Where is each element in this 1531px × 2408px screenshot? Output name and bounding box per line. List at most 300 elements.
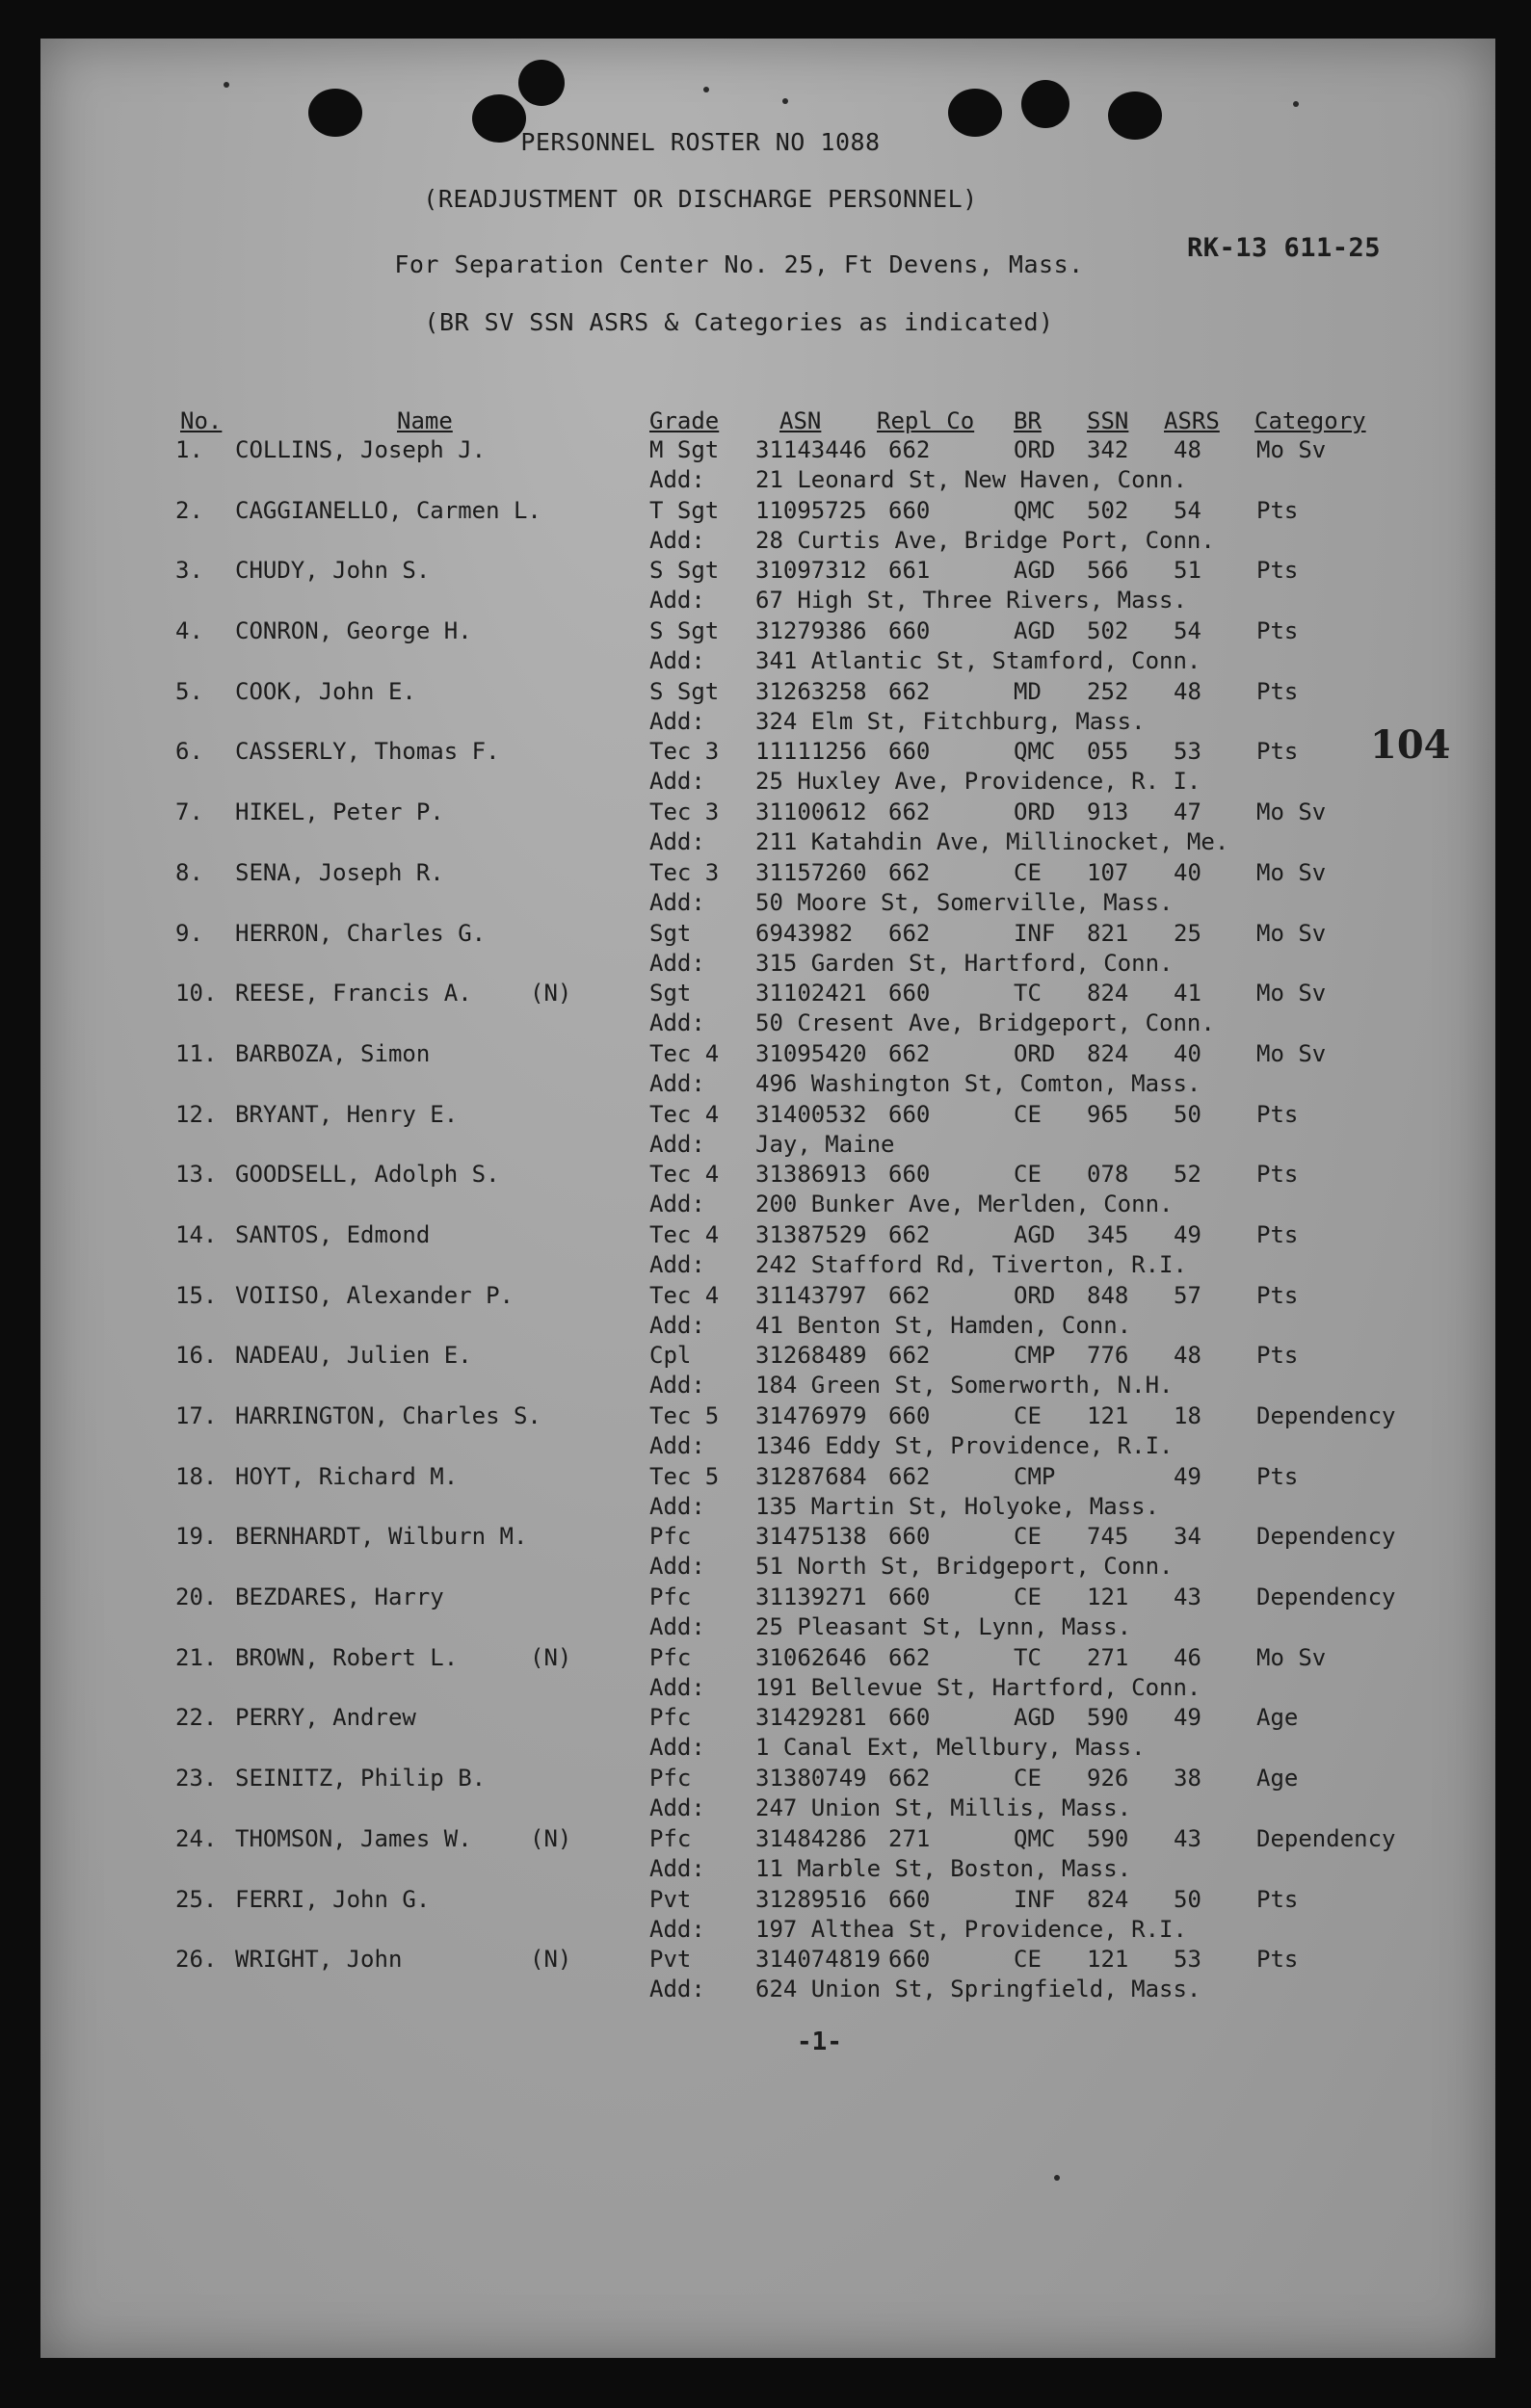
- entry-asn: 11095725: [755, 496, 867, 524]
- entry-repl-co: 662: [888, 858, 931, 886]
- entry-ssn: 107: [1087, 858, 1129, 886]
- entry-asn: 31139271: [755, 1584, 867, 1611]
- entry-repl-co: 662: [888, 1765, 931, 1793]
- entry-repl-co: 660: [888, 496, 931, 524]
- entry-ssn: 078: [1087, 1161, 1129, 1189]
- entry-address: 315 Garden St, Hartford, Conn.: [755, 949, 1174, 977]
- entry-ssn: 913: [1087, 798, 1129, 826]
- entry-grade: Tec 3: [649, 798, 720, 826]
- entry-branch: AGD: [1014, 1704, 1056, 1732]
- roster-entry: [40, 738, 1495, 798]
- entry-branch: CE: [1014, 1584, 1042, 1611]
- entry-ssn: 342: [1087, 436, 1129, 463]
- entry-grade: Tec 3: [649, 858, 720, 886]
- punch-hole: [518, 60, 565, 106]
- entry-category: Pts: [1256, 1462, 1299, 1490]
- entry-branch: ORD: [1014, 1281, 1056, 1309]
- entry-asrs: 38: [1174, 1765, 1201, 1793]
- entry-category: Mo Sv: [1256, 919, 1327, 947]
- entry-asrs: 34: [1174, 1523, 1201, 1551]
- entry-address: 135 Martin St, Holyoke, Mass.: [755, 1492, 1160, 1520]
- entry-category: Age: [1256, 1765, 1299, 1793]
- entry-number: 18.: [175, 1462, 218, 1490]
- entry-number: 6.: [175, 738, 203, 766]
- entry-grade: Pfc: [649, 1704, 692, 1732]
- entry-ssn: 502: [1087, 617, 1129, 645]
- column-header-asrs: ASRS: [1164, 407, 1220, 434]
- entry-address: Jay, Maine: [755, 1130, 895, 1158]
- entry-name: SEINITZ, Philip B.: [235, 1765, 487, 1793]
- entry-asrs: 51: [1174, 557, 1201, 585]
- entry-flag: (N): [530, 1643, 572, 1671]
- entry-number: 2.: [175, 496, 203, 524]
- entry-repl-co: 662: [888, 1220, 931, 1248]
- entry-grade: Tec 4: [649, 1039, 720, 1067]
- entry-address: 191 Bellevue St, Hartford, Conn.: [755, 1673, 1201, 1701]
- entry-grade: Pfc: [649, 1765, 692, 1793]
- entry-number: 20.: [175, 1584, 218, 1611]
- entry-repl-co: 662: [888, 1281, 931, 1309]
- roster-entry: [40, 678, 1495, 739]
- entry-branch: CMP: [1014, 1342, 1056, 1370]
- entry-number: 4.: [175, 617, 203, 645]
- entry-address-label: Add:: [649, 1372, 705, 1400]
- entry-branch: INF: [1014, 1885, 1056, 1913]
- entry-address-label: Add:: [649, 1854, 705, 1882]
- entry-number: 21.: [175, 1643, 218, 1671]
- entry-ssn: 502: [1087, 496, 1129, 524]
- entry-ssn: 926: [1087, 1765, 1129, 1793]
- entry-grade: Sgt: [649, 919, 692, 947]
- entry-name: COOK, John E.: [235, 677, 416, 705]
- entry-branch: CE: [1014, 858, 1042, 886]
- entry-ssn: 252: [1087, 677, 1129, 705]
- entry-number: 10.: [175, 980, 218, 1008]
- column-header-grade: Grade: [649, 407, 720, 434]
- entry-ssn: 121: [1087, 1402, 1129, 1429]
- entry-category: Pts: [1256, 496, 1299, 524]
- column-header-br: BR: [1014, 407, 1042, 434]
- entry-number: 3.: [175, 557, 203, 585]
- roster-entry: [40, 1523, 1495, 1584]
- entry-name: HARRINGTON, Charles S.: [235, 1402, 541, 1429]
- entry-address-label: Add:: [649, 1553, 705, 1581]
- entry-address: 496 Washington St, Comton, Mass.: [755, 1069, 1201, 1097]
- column-header-no: No.: [180, 407, 223, 434]
- entry-branch: TC: [1014, 980, 1042, 1008]
- entry-ssn: 824: [1087, 1039, 1129, 1067]
- entry-asrs: 57: [1174, 1281, 1201, 1309]
- entry-category: Mo Sv: [1256, 436, 1327, 463]
- entry-address-label: Add:: [649, 1130, 705, 1158]
- entry-repl-co: 662: [888, 677, 931, 705]
- entry-number: 17.: [175, 1402, 218, 1429]
- entry-asn: 31102421: [755, 980, 867, 1008]
- entry-grade: Tec 4: [649, 1161, 720, 1189]
- entry-asrs: 47: [1174, 798, 1201, 826]
- entry-address: 197 Althea St, Providence, R.I.: [755, 1915, 1187, 1943]
- entry-repl-co: 660: [888, 1584, 931, 1611]
- entry-grade: Tec 4: [649, 1220, 720, 1248]
- entry-address: 25 Huxley Ave, Providence, R. I.: [755, 768, 1201, 796]
- entry-grade: Pfc: [649, 1523, 692, 1551]
- entry-branch: ORD: [1014, 1039, 1056, 1067]
- punch-hole: [1021, 80, 1069, 128]
- entry-number: 7.: [175, 798, 203, 826]
- entry-repl-co: 662: [888, 436, 931, 463]
- entry-number: 8.: [175, 858, 203, 886]
- entry-repl-co: 660: [888, 1946, 931, 1974]
- entry-number: 22.: [175, 1704, 218, 1732]
- column-header-ssn: SSN: [1087, 407, 1129, 434]
- roster-entry: [40, 1282, 1495, 1343]
- entry-ssn: 776: [1087, 1342, 1129, 1370]
- entry-ssn: 055: [1087, 738, 1129, 766]
- entry-name: THOMSON, James W.: [235, 1824, 472, 1852]
- entry-address-label: Add:: [649, 1613, 705, 1641]
- entry-ssn: 590: [1087, 1824, 1129, 1852]
- entry-ssn: 345: [1087, 1220, 1129, 1248]
- entry-grade: Pfc: [649, 1643, 692, 1671]
- speck: [703, 87, 709, 92]
- entry-branch: CE: [1014, 1523, 1042, 1551]
- entry-grade: M Sgt: [649, 436, 720, 463]
- speck: [1293, 101, 1299, 107]
- entry-grade: Tec 5: [649, 1462, 720, 1490]
- entry-grade: Tec 3: [649, 738, 720, 766]
- entry-name: CHUDY, John S.: [235, 557, 431, 585]
- entry-ssn: 745: [1087, 1523, 1129, 1551]
- entry-asrs: 49: [1174, 1462, 1201, 1490]
- column-header-repl-co: Repl Co: [877, 407, 975, 434]
- entry-address: 341 Atlantic St, Stamford, Conn.: [755, 647, 1201, 675]
- roster-entry: [40, 436, 1495, 497]
- entry-number: 24.: [175, 1824, 218, 1852]
- entry-grade: Cpl: [649, 1342, 692, 1370]
- entry-ssn: 824: [1087, 980, 1129, 1008]
- entry-asn: 31157260: [755, 858, 867, 886]
- entry-name: SENA, Joseph R.: [235, 858, 444, 886]
- entry-grade: Tec 4: [649, 1100, 720, 1128]
- entry-repl-co: 662: [888, 1643, 931, 1671]
- roster-entry: [40, 980, 1495, 1040]
- entry-address-label: Add:: [649, 1976, 705, 2003]
- entry-grade: Sgt: [649, 980, 692, 1008]
- entry-repl-co: 660: [888, 1885, 931, 1913]
- entry-asn: 31476979: [755, 1402, 867, 1429]
- entry-name: COLLINS, Joseph J.: [235, 436, 487, 463]
- entry-name: GOODSELL, Adolph S.: [235, 1161, 500, 1189]
- roster-list: [40, 436, 1495, 2006]
- roster-title: PERSONNEL ROSTER NO 1088: [520, 128, 881, 156]
- entry-ssn: 566: [1087, 557, 1129, 585]
- entry-category: Dependency: [1256, 1402, 1396, 1429]
- entry-repl-co: 662: [888, 798, 931, 826]
- entry-address-label: Add:: [649, 1009, 705, 1037]
- speck: [782, 98, 788, 104]
- entry-category: Pts: [1256, 1946, 1299, 1974]
- entry-address-label: Add:: [649, 647, 705, 675]
- entry-category: Pts: [1256, 1161, 1299, 1189]
- entry-address: 50 Moore St, Somerville, Mass.: [755, 888, 1174, 916]
- entry-ssn: 271: [1087, 1643, 1129, 1671]
- entry-grade: Pfc: [649, 1824, 692, 1852]
- entry-address-label: Add:: [649, 1734, 705, 1762]
- entry-category: Dependency: [1256, 1584, 1396, 1611]
- entry-repl-co: 660: [888, 738, 931, 766]
- entry-grade: Tec 4: [649, 1281, 720, 1309]
- entry-number: 15.: [175, 1281, 218, 1309]
- entry-branch: INF: [1014, 919, 1056, 947]
- entry-ssn: 848: [1087, 1281, 1129, 1309]
- entry-repl-co: 660: [888, 980, 931, 1008]
- entry-number: 13.: [175, 1161, 218, 1189]
- entry-branch: ORD: [1014, 436, 1056, 463]
- roster-entry: [40, 1886, 1495, 1947]
- entry-branch: ORD: [1014, 798, 1056, 826]
- entry-address-label: Add:: [649, 949, 705, 977]
- entry-asn: 31279386: [755, 617, 867, 645]
- page-number: -1-: [797, 2028, 842, 2056]
- roster-entry: [40, 1040, 1495, 1101]
- entry-name: CAGGIANELLO, Carmen L.: [235, 496, 541, 524]
- entry-repl-co: 660: [888, 1402, 931, 1429]
- entry-number: 14.: [175, 1220, 218, 1248]
- roster-entry: [40, 1644, 1495, 1705]
- entry-address: 51 North St, Bridgeport, Conn.: [755, 1553, 1174, 1581]
- roster-entry: [40, 1402, 1495, 1463]
- entry-address-label: Add:: [649, 828, 705, 856]
- column-header-name: Name: [397, 407, 453, 434]
- entry-flag: (N): [530, 1824, 572, 1852]
- entry-ssn: 121: [1087, 1946, 1129, 1974]
- entry-name: HERRON, Charles G.: [235, 919, 487, 947]
- entry-name: NADEAU, Julien E.: [235, 1342, 472, 1370]
- roster-entry: [40, 1584, 1495, 1644]
- entry-number: 16.: [175, 1342, 218, 1370]
- entry-number: 12.: [175, 1100, 218, 1128]
- entry-address: 624 Union St, Springfield, Mass.: [755, 1976, 1201, 2003]
- entry-repl-co: 662: [888, 1462, 931, 1490]
- entry-category: Pts: [1256, 1281, 1299, 1309]
- roster-entry: [40, 1221, 1495, 1282]
- roster-entry: [40, 1342, 1495, 1402]
- entry-branch: TC: [1014, 1643, 1042, 1671]
- entry-category: Mo Sv: [1256, 1643, 1327, 1671]
- entry-asn: 31095420: [755, 1039, 867, 1067]
- entry-branch: CMP: [1014, 1462, 1056, 1490]
- entry-repl-co: 271: [888, 1824, 931, 1852]
- entry-category: Pts: [1256, 617, 1299, 645]
- entry-number: 26.: [175, 1946, 218, 1974]
- roster-entry: [40, 859, 1495, 920]
- entry-asrs: 49: [1174, 1704, 1201, 1732]
- entry-name: FERRI, John G.: [235, 1885, 431, 1913]
- entry-asn: 314074819: [755, 1946, 882, 1974]
- entry-asn: 31380749: [755, 1765, 867, 1793]
- entry-name: CONRON, George H.: [235, 617, 472, 645]
- entry-repl-co: 660: [888, 1161, 931, 1189]
- entry-asn: 31429281: [755, 1704, 867, 1732]
- entry-asrs: 52: [1174, 1161, 1201, 1189]
- entry-address-label: Add:: [649, 1492, 705, 1520]
- entry-asrs: 40: [1174, 858, 1201, 886]
- roster-entry: [40, 1101, 1495, 1162]
- entry-asn: 31386913: [755, 1161, 867, 1189]
- entry-asrs: 48: [1174, 436, 1201, 463]
- roster-entry: [40, 1825, 1495, 1886]
- entry-category: Pts: [1256, 557, 1299, 585]
- entry-asrs: 40: [1174, 1039, 1201, 1067]
- entry-name: REESE, Francis A.: [235, 980, 472, 1008]
- roster-code: RK-13 611-25: [1187, 233, 1382, 263]
- entry-asn: 31400532: [755, 1100, 867, 1128]
- entry-name: BARBOZA, Simon: [235, 1039, 431, 1067]
- entry-branch: CE: [1014, 1161, 1042, 1189]
- entry-asn: 31100612: [755, 798, 867, 826]
- entry-asn: 31268489: [755, 1342, 867, 1370]
- entry-name: SANTOS, Edmond: [235, 1220, 431, 1248]
- entry-number: 5.: [175, 677, 203, 705]
- roster-entry: [40, 1161, 1495, 1221]
- entry-address: 21 Leonard St, New Haven, Conn.: [755, 466, 1187, 493]
- entry-repl-co: 662: [888, 919, 931, 947]
- entry-category: Dependency: [1256, 1523, 1396, 1551]
- entry-name: VOIISO, Alexander P.: [235, 1281, 514, 1309]
- entry-category: Dependency: [1256, 1824, 1396, 1852]
- entry-ssn: 590: [1087, 1704, 1129, 1732]
- entry-address: 184 Green St, Somerworth, N.H.: [755, 1372, 1174, 1400]
- entry-address-label: Add:: [649, 1069, 705, 1097]
- entry-category: Pts: [1256, 1342, 1299, 1370]
- entry-category: Mo Sv: [1256, 798, 1327, 826]
- entry-asn: 31484286: [755, 1824, 867, 1852]
- entry-asrs: 43: [1174, 1584, 1201, 1611]
- entry-branch: MD: [1014, 677, 1042, 705]
- entry-name: BERNHARDT, Wilburn M.: [235, 1523, 528, 1551]
- entry-flag: (N): [530, 1946, 572, 1974]
- entry-category: Pts: [1256, 738, 1299, 766]
- entry-repl-co: 660: [888, 617, 931, 645]
- entry-number: 23.: [175, 1765, 218, 1793]
- entry-repl-co: 660: [888, 1523, 931, 1551]
- entry-number: 1.: [175, 436, 203, 463]
- entry-flag: (N): [530, 980, 572, 1008]
- entry-asrs: 41: [1174, 980, 1201, 1008]
- entry-grade: Tec 5: [649, 1402, 720, 1429]
- roster-entry: [40, 1765, 1495, 1825]
- entry-grade: Pvt: [649, 1946, 692, 1974]
- entry-asn: 31287684: [755, 1462, 867, 1490]
- entry-address-label: Add:: [649, 526, 705, 554]
- entry-address-label: Add:: [649, 707, 705, 735]
- roster-entry: [40, 1946, 1495, 2006]
- entry-ssn: 965: [1087, 1100, 1129, 1128]
- entry-branch: CE: [1014, 1946, 1042, 1974]
- entry-asrs: 18: [1174, 1402, 1201, 1429]
- entry-asn: 31289516: [755, 1885, 867, 1913]
- column-header-asn: ASN: [779, 407, 822, 434]
- entry-category: Mo Sv: [1256, 980, 1327, 1008]
- entry-address-label: Add:: [649, 1311, 705, 1339]
- entry-address: 67 High St, Three Rivers, Mass.: [755, 587, 1187, 615]
- entry-address: 50 Cresent Ave, Bridgeport, Conn.: [755, 1009, 1215, 1037]
- entry-repl-co: 661: [888, 557, 931, 585]
- entry-branch: AGD: [1014, 557, 1056, 585]
- roster-entry: [40, 557, 1495, 617]
- entry-asrs: 50: [1174, 1885, 1201, 1913]
- entry-address-label: Add:: [649, 1794, 705, 1822]
- entry-name: HIKEL, Peter P.: [235, 798, 444, 826]
- entry-asrs: 54: [1174, 496, 1201, 524]
- entry-address-label: Add:: [649, 1432, 705, 1459]
- entry-address-label: Add:: [649, 1673, 705, 1701]
- entry-asrs: 48: [1174, 677, 1201, 705]
- entry-category: Pts: [1256, 677, 1299, 705]
- entry-branch: AGD: [1014, 1220, 1056, 1248]
- entry-name: BEZDARES, Harry: [235, 1584, 444, 1611]
- entry-category: Mo Sv: [1256, 1039, 1327, 1067]
- entry-branch: AGD: [1014, 617, 1056, 645]
- entry-asrs: 53: [1174, 1946, 1201, 1974]
- entry-asrs: 43: [1174, 1824, 1201, 1852]
- entry-number: 19.: [175, 1523, 218, 1551]
- roster-page: [40, 39, 1495, 2358]
- entry-name: HOYT, Richard M.: [235, 1462, 459, 1490]
- entry-asrs: 46: [1174, 1643, 1201, 1671]
- separation-center: For Separation Center No. 25, Ft Devens, Mass.: [394, 250, 1084, 278]
- entry-grade: T Sgt: [649, 496, 720, 524]
- entry-number: 9.: [175, 919, 203, 947]
- entry-category: Mo Sv: [1256, 858, 1327, 886]
- speck: [1054, 2175, 1060, 2181]
- entry-address: 41 Benton St, Hamden, Conn.: [755, 1311, 1132, 1339]
- entry-ssn: 824: [1087, 1885, 1129, 1913]
- entry-asrs: 50: [1174, 1100, 1201, 1128]
- entry-address-label: Add:: [649, 587, 705, 615]
- entry-asn: 31097312: [755, 557, 867, 585]
- entry-asn: 31387529: [755, 1220, 867, 1248]
- entry-asn: 6943982: [755, 919, 854, 947]
- roster-entry: [40, 497, 1495, 558]
- roster-subtitle: (READJUSTMENT OR DISCHARGE PERSONNEL): [423, 185, 978, 213]
- entry-repl-co: 662: [888, 1342, 931, 1370]
- entry-address-label: Add:: [649, 888, 705, 916]
- entry-repl-co: 662: [888, 1039, 931, 1067]
- entry-asn: 11111256: [755, 738, 867, 766]
- entry-asrs: 25: [1174, 919, 1201, 947]
- entry-grade: Pfc: [649, 1584, 692, 1611]
- entry-address-label: Add:: [649, 768, 705, 796]
- entry-asn: 31475138: [755, 1523, 867, 1551]
- entry-category: Pts: [1256, 1100, 1299, 1128]
- entry-name: BROWN, Robert L.: [235, 1643, 459, 1671]
- entry-number: 11.: [175, 1039, 218, 1067]
- entry-category: Pts: [1256, 1885, 1299, 1913]
- roster-entry: [40, 798, 1495, 859]
- entry-grade: S Sgt: [649, 557, 720, 585]
- entry-asn: 31143797: [755, 1281, 867, 1309]
- entry-category: Pts: [1256, 1220, 1299, 1248]
- entry-name: PERRY, Andrew: [235, 1704, 416, 1732]
- entry-ssn: 121: [1087, 1584, 1129, 1611]
- entry-branch: CE: [1014, 1765, 1042, 1793]
- entry-name: BRYANT, Henry E.: [235, 1100, 459, 1128]
- roster-entry: [40, 617, 1495, 678]
- speck: [224, 82, 229, 88]
- roster-entry: [40, 920, 1495, 981]
- page-stamp-number: 104: [1370, 722, 1451, 768]
